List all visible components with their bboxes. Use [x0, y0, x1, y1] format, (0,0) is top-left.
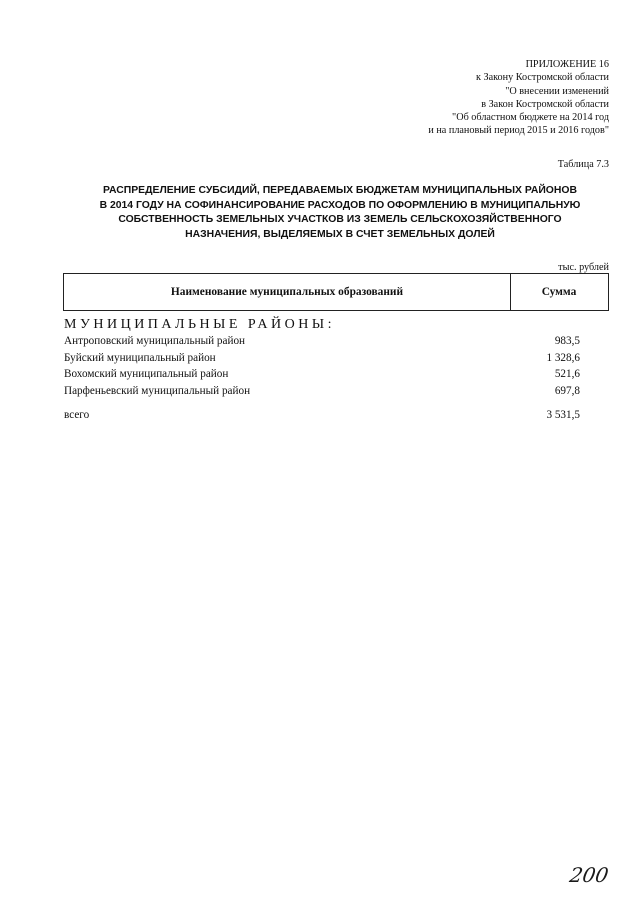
table-number: Таблица 7.3: [557, 159, 609, 170]
row-value: 983,5: [554, 335, 580, 347]
section-label: МУНИЦИПАЛЬНЫЕ РАЙОНЫ:: [64, 317, 335, 332]
table-header: [63, 273, 609, 311]
row-value: 697,8: [554, 384, 580, 397]
table-row: [64, 335, 580, 352]
appendix-line: "О внесении изменений: [505, 85, 609, 97]
row-name: Парфеньевский муниципальный район: [64, 384, 251, 397]
total-row: [64, 409, 580, 425]
title-line: СОБСТВЕННОСТЬ ЗЕМЕЛЬНЫХ УЧАСТКОВ ИЗ ЗЕМЕЛЬ СЕЛЬСКОХОЗЯЙСТВЕННОГО: [118, 214, 562, 226]
units-label: тыс. рублей: [558, 262, 609, 273]
row-value: 1 328,6: [546, 351, 580, 364]
total-value: 3 531,5: [546, 409, 580, 421]
row-value: 521,6: [554, 368, 580, 381]
document-title: [70, 184, 610, 242]
row-name: Буйский муниципальный район: [64, 351, 216, 364]
appendix-reference: [269, 58, 609, 138]
title-line: В 2014 ГОДУ НА СОФИНАНСИРОВАНИЕ РАСХОДОВ ПО ОФОРМЛЕНИЮ В МУНИЦИПАЛЬНУЮ: [99, 199, 581, 211]
title-line: НАЗНАЧЕНИЯ, ВЫДЕЛЯЕМЫХ В СЧЕТ ЗЕМЕЛЬНЫХ ДОЛЕЙ: [185, 228, 495, 240]
total-label: всего: [64, 409, 90, 421]
appendix-line: "Об областном бюджете на 2014 год: [452, 112, 609, 124]
row-name: Вохомский муниципальный район: [64, 368, 229, 381]
table-row: [64, 368, 580, 385]
appendix-line: в Закон Костромской области: [481, 98, 609, 110]
table-row: [64, 385, 580, 402]
row-name: Антроповский муниципальный район: [64, 335, 246, 347]
appendix-line: ПРИЛОЖЕНИЕ 16: [525, 59, 609, 70]
table-row: [64, 352, 580, 369]
handwritten-page-number: 200: [567, 863, 611, 887]
appendix-line: и на плановый период 2015 и 2016 годов": [428, 125, 609, 137]
title-line: РАСПРЕДЕЛЕНИЕ СУБСИДИЙ, ПЕРЕДАВАЕМЫХ БЮДЖЕТАМ МУНИЦИПАЛЬНЫХ РАЙОНОВ: [103, 185, 577, 196]
column-header-name: Наименование муниципальных образований: [170, 286, 404, 298]
table-body: [64, 335, 580, 401]
column-header-sum: Сумма: [541, 286, 577, 298]
appendix-line: к Закону Костромской области: [475, 72, 609, 84]
